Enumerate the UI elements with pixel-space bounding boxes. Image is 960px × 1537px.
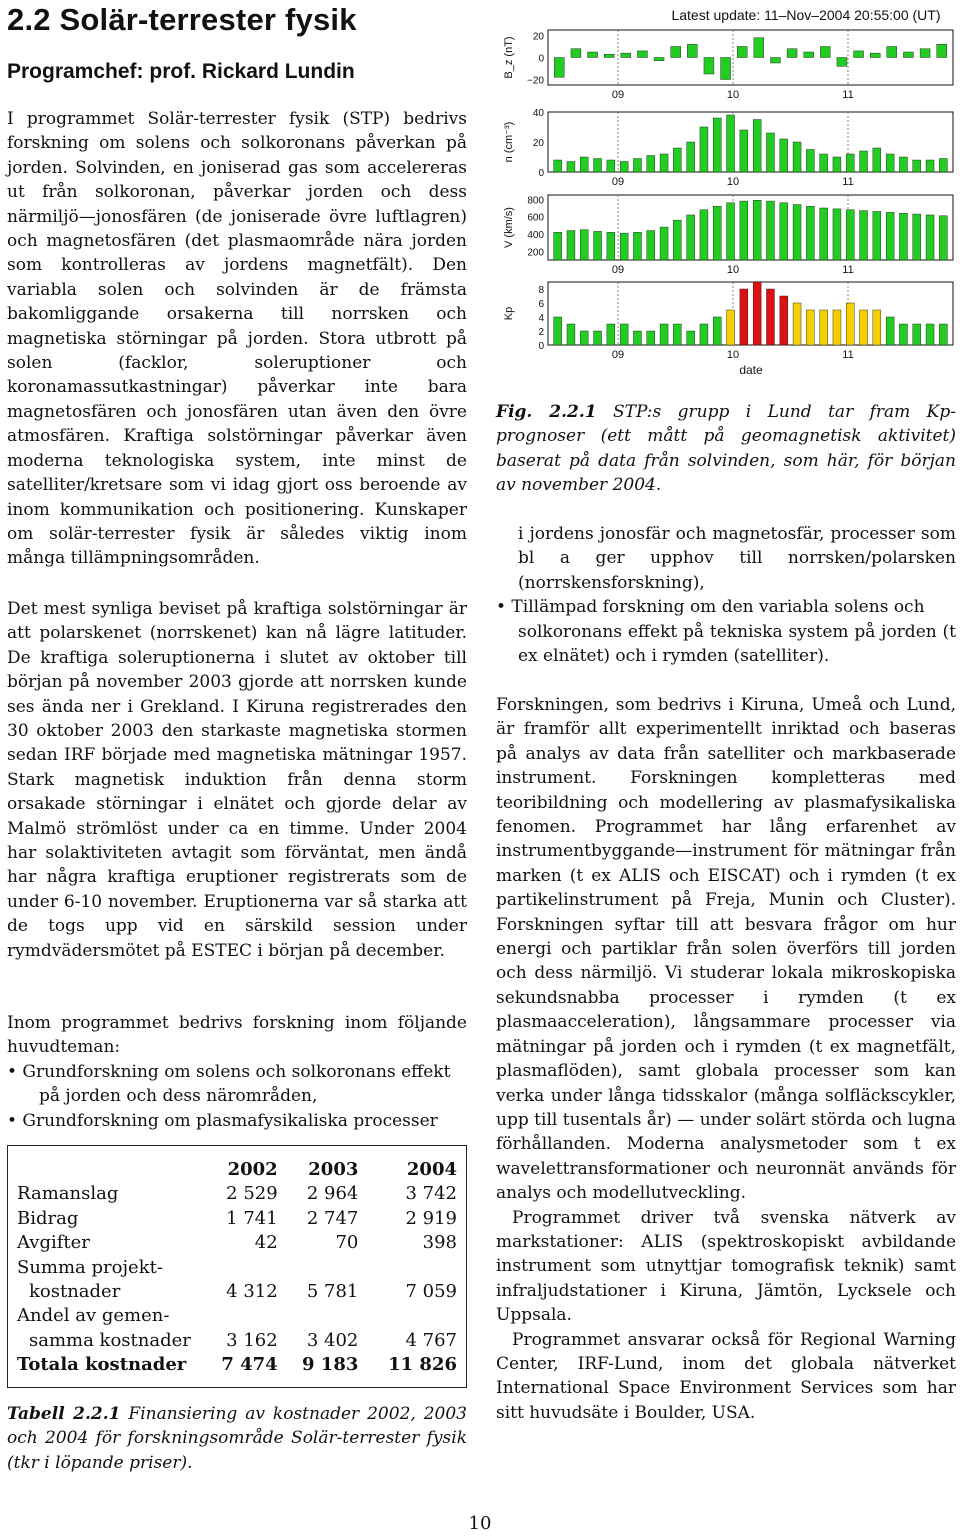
- chart-bar: [647, 331, 655, 345]
- table-cell: 5 781: [306, 1281, 359, 1303]
- table-row: [17, 1280, 457, 1304]
- theme-bullet-1-cont: på jorden och dess närområden,: [39, 1086, 318, 1107]
- chart-y-tick: 400: [527, 230, 544, 241]
- research-paragraph: Forskningen, som bedrivs i Kiruna, Umeå och Lund, är framför allt experimentellt inriktad och baseras på analys av data från satelliter och markbaserade instrument. Forskningen kompletteras med teoribildning och modellering av plasmafysikaliska fenomen. Programmet har lång erfarenhet av instrumentbyggande—instrument för mätningar från marken (t ex ALIS och EISCAT) och i rymden (t ex partikelinstrument på Freja, Munin och Cluster). Forskningen syftar till att besvara frågor om hur energi och partiklar från solen överförs till jorden och dess närmiljö. Vi studerar lokala mikroskopiska sekundsnabba processer i rymden (t ex plasmaacceleration), långsammare processer via mätningar på jorden och i rymden (t ex magnetfält, plasmaflöden), samt globala processer som kan verka under långa tidsskalor (många solfläckscykler, upp till tusentals år) — under solärt störda och lugna förhållanden. Moderna analysmetoder som t ex wavelettransformationer och neuronnät används för analys och modellutveckling.: [496, 695, 956, 1204]
- chart-bar: [737, 47, 747, 58]
- table-cell: 2 747: [306, 1207, 359, 1229]
- chart-bar: [713, 206, 721, 260]
- chart-y-tick: 8: [538, 285, 544, 296]
- table-label: Andel av gemen-: [17, 1305, 170, 1327]
- right-continued-list: [496, 522, 956, 668]
- table-label: Avgifter: [17, 1232, 90, 1254]
- chart-bar: [899, 157, 907, 172]
- chart-y-tick: 20: [532, 138, 544, 149]
- table-cell: [278, 1304, 359, 1328]
- chart-bar: [886, 317, 894, 345]
- chart-bar: [780, 203, 788, 260]
- chart-bar: [588, 52, 598, 58]
- chart-bar: [594, 231, 602, 260]
- chart-bar: [873, 211, 881, 260]
- table-header-cell: [17, 1158, 197, 1182]
- chart-bar: [567, 162, 575, 173]
- chart-bar: [604, 54, 614, 57]
- chart-bar: [820, 154, 828, 172]
- themes-list: [7, 1011, 467, 1133]
- table-row: [17, 1182, 457, 1206]
- network-paragraph: Programmet driver två svenska nätverk av markstationer: ALIS (spektroskopiskt avbildande instrument som utnyttjar tomografisk teknik) samt infraljudstationer i Kiruna, Jämtön, Lycksele och Uppsala.: [496, 1207, 956, 1326]
- chart-bar: [687, 142, 695, 172]
- table-caption-label: Tabell 2.2.1: [7, 1404, 121, 1424]
- table-label: Totala kostnader: [17, 1354, 187, 1376]
- chart-y-tick: 800: [527, 195, 544, 207]
- chart-bar: [873, 148, 881, 172]
- chart-bar: [727, 203, 735, 260]
- program-head: Programchef: prof. Rickard Lundin: [7, 60, 355, 83]
- chart-bar: [571, 49, 581, 58]
- chart-xlabel: date: [739, 363, 763, 377]
- chart-bar: [621, 53, 631, 57]
- chart-bar: [939, 159, 947, 173]
- chart-bar: [633, 331, 641, 345]
- figure-caption: [496, 400, 956, 498]
- chart-y-tick: 20: [532, 31, 544, 43]
- chart-bar: [673, 324, 681, 345]
- rwc-paragraph: Programmet ansvarar också för Regional Warning Center, IRF-Lund, inom det globala nätverket International Space Environment Services som har sitt huvudsäte i Boulder, USA.: [496, 1329, 956, 1423]
- chart-bar: [766, 289, 774, 345]
- chart-bar: [833, 310, 841, 345]
- chart-bar: [939, 216, 947, 260]
- chart-bar: [926, 160, 934, 172]
- chart-x-tick: 11: [842, 349, 854, 361]
- chart-y-label: V (km/s): [503, 207, 515, 248]
- chart-bar: [704, 58, 714, 75]
- table-header-cell: 2004: [406, 1159, 457, 1180]
- chart-x-tick: 11: [842, 89, 854, 101]
- chart-bar: [766, 201, 774, 260]
- chart-bar: [637, 51, 647, 58]
- chart-bar: [806, 206, 814, 260]
- funding-table: [17, 1158, 457, 1378]
- chart-bar: [846, 303, 854, 345]
- table-cell: 3 402: [306, 1329, 359, 1351]
- chart-bar: [660, 324, 668, 345]
- chart-bar: [740, 289, 748, 345]
- chart-y-label: Kp: [503, 306, 515, 321]
- chart-y-tick: 2: [538, 327, 544, 338]
- chart-bar: [647, 231, 655, 260]
- table-cell: 3 742: [405, 1183, 457, 1205]
- chart-bar: [804, 52, 814, 58]
- theme-bullet-1-text: • Grundforskning om solens och solkoronans effekt: [7, 1061, 451, 1082]
- table-cell: [197, 1304, 278, 1328]
- chart-bar: [620, 233, 628, 260]
- chart-panels: [503, 30, 956, 361]
- chart-bar: [860, 211, 868, 260]
- chart-bar: [753, 200, 761, 260]
- table-cell: 70: [335, 1232, 359, 1254]
- chart-bar: [740, 201, 748, 260]
- chart-bar: [846, 210, 854, 260]
- chart-y-tick: 200: [527, 247, 544, 259]
- chart-bar: [700, 210, 708, 260]
- chart-bar: [806, 150, 814, 173]
- chart-bar: [700, 127, 708, 172]
- chart-bar: [886, 212, 894, 260]
- chart-bar: [753, 120, 761, 173]
- table-label: kostnader: [29, 1281, 121, 1303]
- table-header-cell: 2003: [308, 1159, 359, 1180]
- chart-bar: [580, 157, 588, 172]
- figure-caption-text: STP:s grupp i Lund tar fram Kp-prognoser (ett mått på geomagnetisk aktivitet) baserat på data från solvinden, som här, för början av november 2004.: [496, 402, 956, 496]
- chart-bar: [886, 154, 894, 172]
- chart-bar: [740, 130, 748, 172]
- chart-x-tick: 09: [611, 176, 625, 188]
- chart-x-tick: 11: [842, 176, 854, 188]
- table-caption: [7, 1402, 467, 1475]
- kp-forecast-chart: [496, 0, 956, 385]
- chart-bar: [607, 324, 615, 345]
- chart-bar: [873, 310, 881, 345]
- chart-bar: [937, 44, 947, 57]
- table-header-cell: 2002: [227, 1159, 278, 1180]
- chart-bar: [846, 154, 854, 172]
- chart-bar: [654, 58, 664, 61]
- chart-bar: [780, 139, 788, 172]
- chart-bar: [913, 324, 921, 345]
- table-row: [17, 1231, 457, 1255]
- chart-bar: [899, 213, 907, 260]
- chart-x-tick: 09: [611, 349, 625, 361]
- chart-bar: [607, 232, 615, 260]
- chart-bar: [713, 317, 721, 345]
- chart-bar: [780, 296, 788, 345]
- chart-y-label: B_z (nT): [503, 36, 515, 79]
- chart-bar: [660, 154, 668, 172]
- page-number: 10: [468, 1513, 492, 1534]
- chart-bar: [671, 47, 681, 58]
- chart-y-tick: 0: [538, 168, 544, 179]
- table-cell: 4 312: [226, 1281, 278, 1303]
- chart-bar: [620, 324, 628, 345]
- table-cell: 2 964: [306, 1183, 359, 1205]
- table-cell: 2 529: [226, 1183, 278, 1205]
- chart-bar: [913, 214, 921, 260]
- chart-y-tick: 0: [538, 341, 544, 352]
- table-label: samma kostnader: [29, 1329, 191, 1351]
- chart-bar: [633, 232, 641, 260]
- table-row: [17, 1207, 457, 1231]
- chart-bar: [673, 220, 681, 260]
- table-cell: [358, 1304, 457, 1328]
- chart-bar: [687, 331, 695, 345]
- table-row: [17, 1256, 457, 1280]
- chart-bar: [594, 331, 602, 345]
- chart-x-tick: 11: [842, 264, 854, 276]
- chart-bar: [687, 215, 695, 260]
- chart-bar: [607, 160, 615, 172]
- chart-bar: [903, 52, 913, 58]
- chart-bar: [727, 115, 735, 172]
- chart-bar: [647, 156, 655, 173]
- chart-bar: [753, 282, 761, 345]
- chart-y-tick: 6: [538, 299, 544, 310]
- chart-bar: [713, 118, 721, 172]
- chart-x-tick: 10: [726, 264, 740, 276]
- chart-bar: [887, 47, 897, 58]
- table-caption-text: Finansiering av kostnader 2002, 2003 och 2004 för forskningsområde Solär-terrester fysik (tkr i löpande priser).: [7, 1404, 467, 1473]
- chart-bar: [793, 205, 801, 260]
- theme-bullet-2: • Grundforskning om plasmafysikaliska processer: [7, 1110, 438, 1131]
- chart-bar: [899, 324, 907, 345]
- chart-bar: [673, 148, 681, 172]
- table-cell: [197, 1256, 278, 1280]
- chart-bar: [913, 160, 921, 172]
- table-row: [17, 1304, 457, 1328]
- table-label: Ramanslag: [17, 1183, 119, 1205]
- chart-x-tick: 10: [726, 176, 740, 188]
- chart-bar: [770, 58, 780, 64]
- chart-bar: [820, 208, 828, 260]
- figure-caption-label: Fig. 2.2.1: [496, 402, 597, 422]
- theme-bullet-3: • Tillämpad forskning om den variabla solens och: [496, 597, 925, 618]
- chart-bar: [727, 310, 735, 345]
- table-cell: 1 741: [226, 1207, 278, 1229]
- chart-bar: [766, 133, 774, 172]
- chart-bar: [854, 51, 864, 58]
- chart-bar: [837, 58, 847, 67]
- table-label: Summa projekt-: [17, 1256, 163, 1278]
- chart-bar: [860, 151, 868, 172]
- chart-x-tick: 09: [611, 89, 625, 101]
- chart-y-tick: 600: [527, 212, 544, 224]
- chart-bar: [620, 162, 628, 173]
- chart-y-tick: 40: [532, 108, 544, 119]
- table-cell: 7 474: [221, 1354, 278, 1376]
- chart-bar: [567, 231, 575, 260]
- chart-bar: [554, 232, 562, 260]
- right-paragraphs: [496, 693, 956, 1425]
- chart-bar: [554, 160, 562, 172]
- theme-bullet-1: [7, 1060, 467, 1109]
- chart-bar: [806, 310, 814, 345]
- table-cell: 9 183: [302, 1354, 359, 1376]
- chart-bar: [820, 47, 830, 58]
- chart-y-tick: −20: [527, 75, 544, 87]
- table-cell: 2 919: [405, 1207, 457, 1229]
- intro-paragraph: I programmet Solär-terrester fysik (STP) bedrivs forskning om solens och solkoronans påverkan på jorden. Solvinden, en joniserad gas som accelereras ut från solkoronan, påverkar jorden och dess närmiljö—jonosfären (de joniserade övre luftlagren) och magnetosfären (det plasmaområde nära jorden som kontrolleras av jordens magnetfält). Den variabla solen och solvinden är de främsta bakomliggande orsakerna till norrsken och magnetiska störningar på jorden. Stora utbrott på solen (facklor, soleruptioner och koronamassutkastningar) påverkar inte bara magnetosfären och jonosfären utan även den övre atmosfären. Kraftiga solstörningar påverkar även moderna teknologiska system, inte minst de satelliter/kretsare som vi idag gjort oss beroende av inom kommunikation och positionering. Kunskaper om solär-terrester fysik är således viktig inom många tillämpningsområden.: [7, 109, 467, 569]
- chart-bar: [580, 230, 588, 260]
- table-cell: 4 767: [405, 1329, 457, 1351]
- table-cell: 7 059: [405, 1281, 457, 1303]
- chart-bar: [580, 331, 588, 345]
- table-cell: [278, 1256, 359, 1280]
- chart-bar: [793, 303, 801, 345]
- table-header-row: [17, 1158, 457, 1182]
- chart-bar: [700, 324, 708, 345]
- chart-bar: [687, 44, 697, 57]
- funding-table-box: [7, 1145, 467, 1388]
- chart-bar: [926, 215, 934, 260]
- chart-bar: [860, 310, 868, 345]
- chart-bar: [754, 38, 764, 58]
- chart-bar: [926, 324, 934, 345]
- chart-bar: [833, 209, 841, 260]
- table-cell: 42: [254, 1232, 278, 1254]
- chart-bar: [787, 49, 797, 58]
- themes-intro: Inom programmet bedrivs forskning inom följande huvudteman:: [7, 1013, 467, 1058]
- chart-x-tick: 10: [726, 349, 740, 361]
- table-total-row: [17, 1353, 457, 1377]
- chart-bar: [870, 53, 880, 57]
- chart-bar: [633, 159, 641, 173]
- chart-bar: [833, 157, 841, 172]
- chart-bar: [793, 142, 801, 172]
- table-cell: 3 162: [226, 1329, 278, 1351]
- chart-bar: [920, 49, 930, 58]
- storm-paragraph: Det mest synliga beviset på kraftiga solstörningar är att polarskenet (norrskenet) kan nå lägre latituder. De kraftiga soleruptionerna i slutet av oktober till början på november 2003 gjorde att norrsken kunde ses ända ner i Grekland. I Kiruna registrerades den 30 oktober 2003 den starkaste magnetiska stormen sedan IRF började med magnetiska mätningar 1957. Stark magnetisk induktion från denna storm orsakade störningar i elnätet och gjorde delar av Malmö strömlöst under ca en timme. Under 2004 har solaktiviteten avtagit som förväntat, men ändå har några kraftiga eruptioner registrerats som de under 6-10 november. Eruptionerna var så starka att de togs upp vid en särskild session under rymdvädersmötet på ESTEC i början på december.: [7, 599, 467, 961]
- page-title: 2.2 Solär-terrester fysik: [7, 2, 357, 37]
- table-row: [17, 1329, 457, 1353]
- chart-x-tick: 09: [611, 264, 625, 276]
- chart-y-label: n (cm⁻³): [503, 121, 515, 163]
- bullet-continuation: i jordens jonosfär och magnetosfär, processer som bl a ger upphov till norrsken/polarsken (norrskensforskning),: [518, 524, 956, 593]
- chart-bar: [939, 324, 947, 345]
- chart-bar: [594, 159, 602, 173]
- chart-bar: [660, 227, 668, 260]
- table-cell: [358, 1256, 457, 1280]
- chart-y-tick: 0: [538, 53, 544, 65]
- table-cell: 398: [422, 1232, 457, 1254]
- chart-bar: [721, 58, 731, 80]
- chart-x-tick: 10: [726, 89, 740, 101]
- table-cell: 11 826: [388, 1354, 457, 1376]
- chart-bar: [567, 324, 575, 345]
- chart-y-tick: 4: [538, 313, 544, 324]
- chart-bar: [820, 310, 828, 345]
- table-label: Bidrag: [17, 1207, 79, 1229]
- chart-title: Latest update: 11–Nov–2004 20:55:00 (UT): [671, 7, 941, 23]
- chart-bar: [554, 58, 564, 78]
- theme-bullet-3-cont: solkoronans effekt på tekniska system på jorden (t ex elnätet) och i rymden (satelliter).: [518, 621, 956, 667]
- chart-bar: [554, 317, 562, 345]
